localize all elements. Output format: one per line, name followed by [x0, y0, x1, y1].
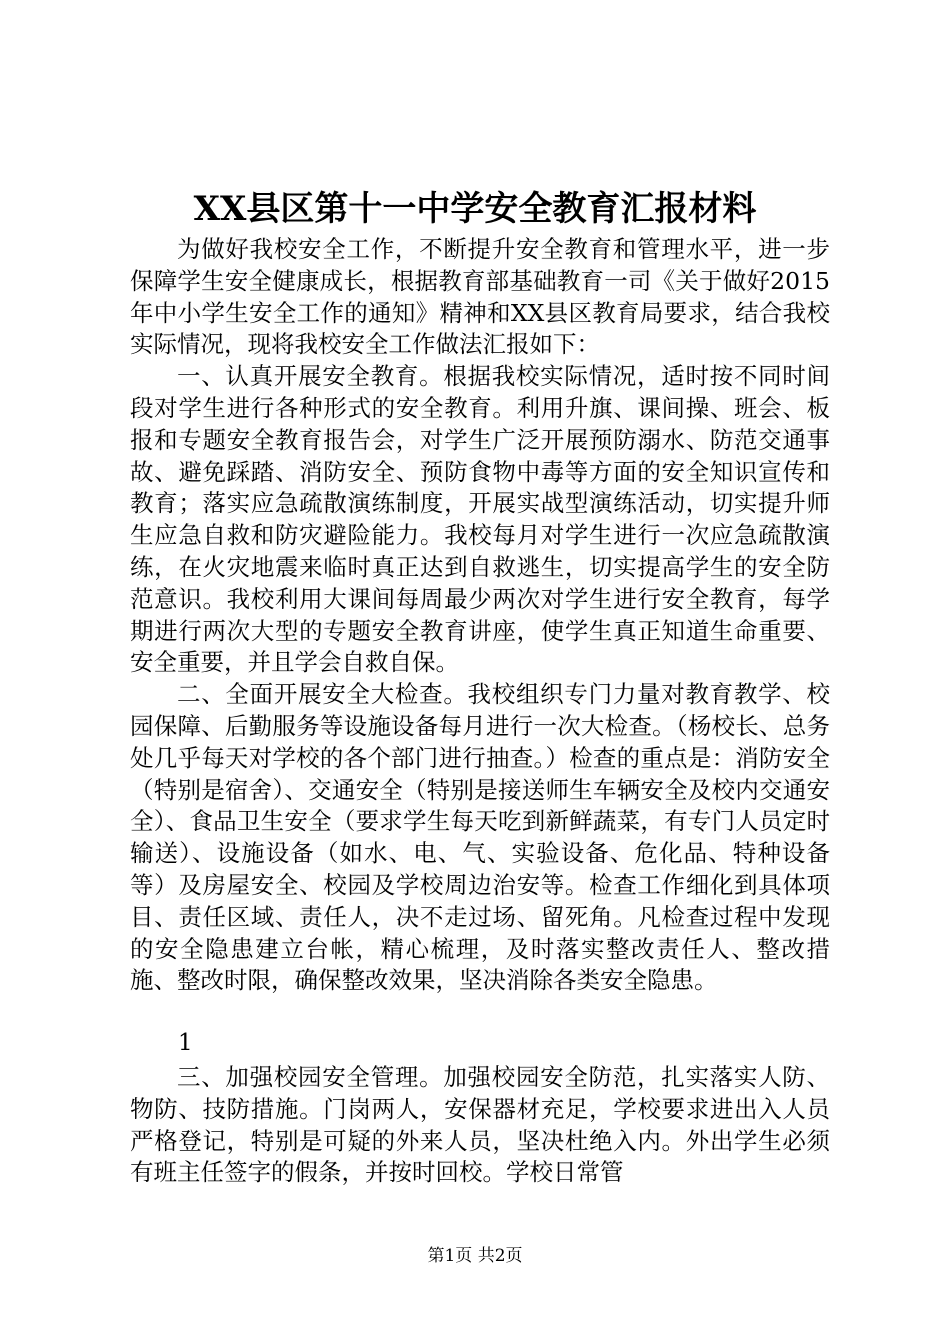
document-title: XX县区第十一中学安全教育汇报材料 — [193, 189, 757, 229]
document-body — [130, 234, 830, 997]
paragraph-section-1: 一、认真开展安全教育。根据我校实际情况，适时按不同时间段对学生进行各种形式的安全教育。利用升旗、课间操、班会、板报和专题安全教育报告会，对学生广泛开展预防溺水、防范交通事故、避免踩踏、消防安全、预防食物中毒等方面的安全知识宣传和教育；落实应急疏散演练制度，开展实战型演练活动，切实提升师生应急自救和防灾避险能力。我校每月对学生进行一次应急疏散演练，在火灾地震来临时真正达到自救逃生，切实提高学生的安全防范意识。我校利用大课间每周最少两次对学生进行安全教育，每学期进行两次大型的专题安全教育讲座，使学生真正知道生命重要、安全重要，并且学会自救自保。 — [130, 362, 830, 677]
paragraph-intro: 为做好我校安全工作，不断提升安全教育和管理水平，进一步保障学生安全健康成长，根据教育部基础教育一司《关于做好2015年中小学生安全工作的通知》精神和XX县区教育局要求，结合我校实际情况，现将我校安全工作做法汇报如下： — [130, 235, 830, 359]
paragraph-section-2: 二、全面开展安全大检查。我校组织专门力量对教育教学、校园保障、后勤服务等设施设备每月进行一次大检查。（杨校长、总务处几乎每天对学校的各个部门进行抽查。）检查的重点是：消防安全（特别是宿舍）、交通安全（特别是接送师生车辆安全及校内交通安全）、食品卫生安全（要求学生每天吃到新鲜蔬菜，有专门人员定时输送）、设施设备（如水、电、气、实验设备、危化品、特种设备等）及房屋安全、校园及学校周边治安等。检查工作细化到具体项目、责任区域、责任人，决不走过场、留死角。凡检查过程中发现的安全隐患建立台帐，精心梳理，及时落实整改责任人、整改措施、整改时限，确保整改效果，坚决消除各类安全隐患。 — [130, 680, 830, 995]
page-footer: 第1页 共2页 — [427, 1246, 523, 1266]
paragraph-section-3: 三、加强校园安全管理。加强校园安全防范，扎实落实人防、物防、技防措施。门岗两人，安保器材充足，学校要求进出入人员严格登记，特别是可疑的外来人员，坚决杜绝入内。外出学生必须有班主任签字的假条，并按时回校。学校日常管 — [130, 1063, 830, 1187]
document-body-continued — [130, 1062, 830, 1189]
page-number-marker: 1 — [178, 1030, 193, 1056]
